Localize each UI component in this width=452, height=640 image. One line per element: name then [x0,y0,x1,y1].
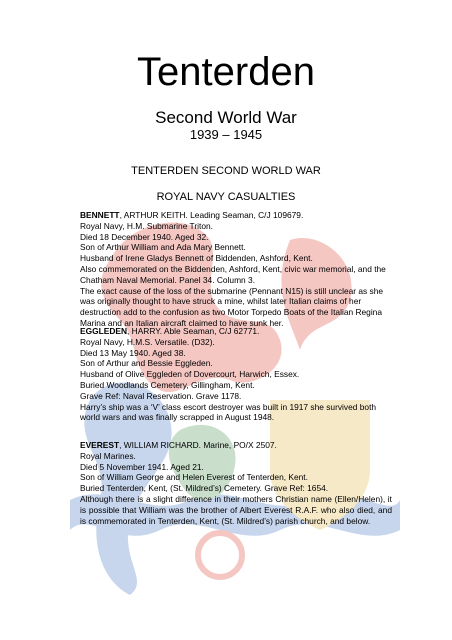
entry-line: Royal Navy, H.M.S. Versatile. (D32). [80,336,215,347]
casualty-surname: EGGLEDEN [80,326,127,336]
entry-line: Grave Ref: Naval Reservation. Grave 1178. [80,390,242,401]
entry-line: Royal Navy, H.M. Submarine Triton. [80,220,213,231]
casualty-entry-everest [80,440,392,526]
page-title: Tenterden [137,50,315,94]
entry-line: Also commemorated on the Biddenden, Ashford, Kent, civic war memorial, and the Chatham Naval Memorial. Panel 34. Column 3. [80,263,386,285]
entry-line: Son of William George and Helen Everest of Tenterden, Kent. [80,472,308,483]
entry-line: Died 18 December 1940. Aged 32. [80,231,209,242]
casualty-entry-bennett [80,210,392,329]
entry-line: Died 5 November 1941. Aged 21. [80,461,204,472]
casualty-details: , HARRY. Able Seaman, C/J 62771. [127,326,260,336]
date-range: 1939 – 1945 [189,127,263,142]
casualty-entry-eggleden [80,326,392,423]
crest-red-ring [198,533,242,577]
entry-line: Husband of Olive Eggleden of Dovercourt, Harwich, Essex. [80,369,300,380]
entry-line: Son of Arthur and Bessie Eggleden. [80,358,213,369]
entry-paragraph: Although there is a slight difference in their mothers Christian name (Ellen/Helen), it is possible that William was the brother of Albert Everest R.A.F. who also died, and is commemorated in Tenterden, Kent, (St. Mildred’s) parish church, and below. [80,493,392,526]
entry-line: Royal Marines. [80,450,136,461]
casualty-surname: BENNETT [80,210,120,220]
entry-heading [80,326,392,337]
casualty-details: , WILLIAM RICHARD. Marine, PO/X 2507. [119,440,277,450]
entry-paragraph: Harry’s ship was a ‘V’ class escort destroyer was built in 1917 she survived both world wars and was finally scrapped in August 1948. [80,401,377,423]
entry-line: Buried Woodlands Cemetery, Gillingham, Kent. [80,379,255,390]
casualty-surname: EVEREST [80,440,120,450]
casualty-details: , ARTHUR KEITH. Leading Seaman, C/J 109679. [119,210,304,220]
entry-line: Died 13 May 1940. Aged 38. [80,347,186,358]
entry-line: Buried Tenterden, Kent, (St. Mildred’s) Cemetery. Grave Ref: 1654. [80,483,329,494]
page-subtitle: Second World War [155,108,297,127]
subsection-heading: ROYAL NAVY CASUALTIES [156,191,296,203]
section-heading: TENTERDEN SECOND WORLD WAR [131,165,321,177]
entry-paragraph: The exact cause of the loss of the submarine (Pennant N15) is still unclear as she was originally thought to have struck a mine, whilst later Italian claims of her destruction add to the confusion as two Motor Torpedo Boats of the Italian Regina Marina and an Italian aircraft claimed to have sunk her. [80,285,384,328]
entry-heading [80,210,392,221]
entry-line: Son of Arthur William and Ada Mary Bennett. [80,242,246,253]
entry-heading [80,440,392,451]
entry-line: Husband of Irene Gladys Bennett of Biddenden, Ashford, Kent. [80,253,313,264]
